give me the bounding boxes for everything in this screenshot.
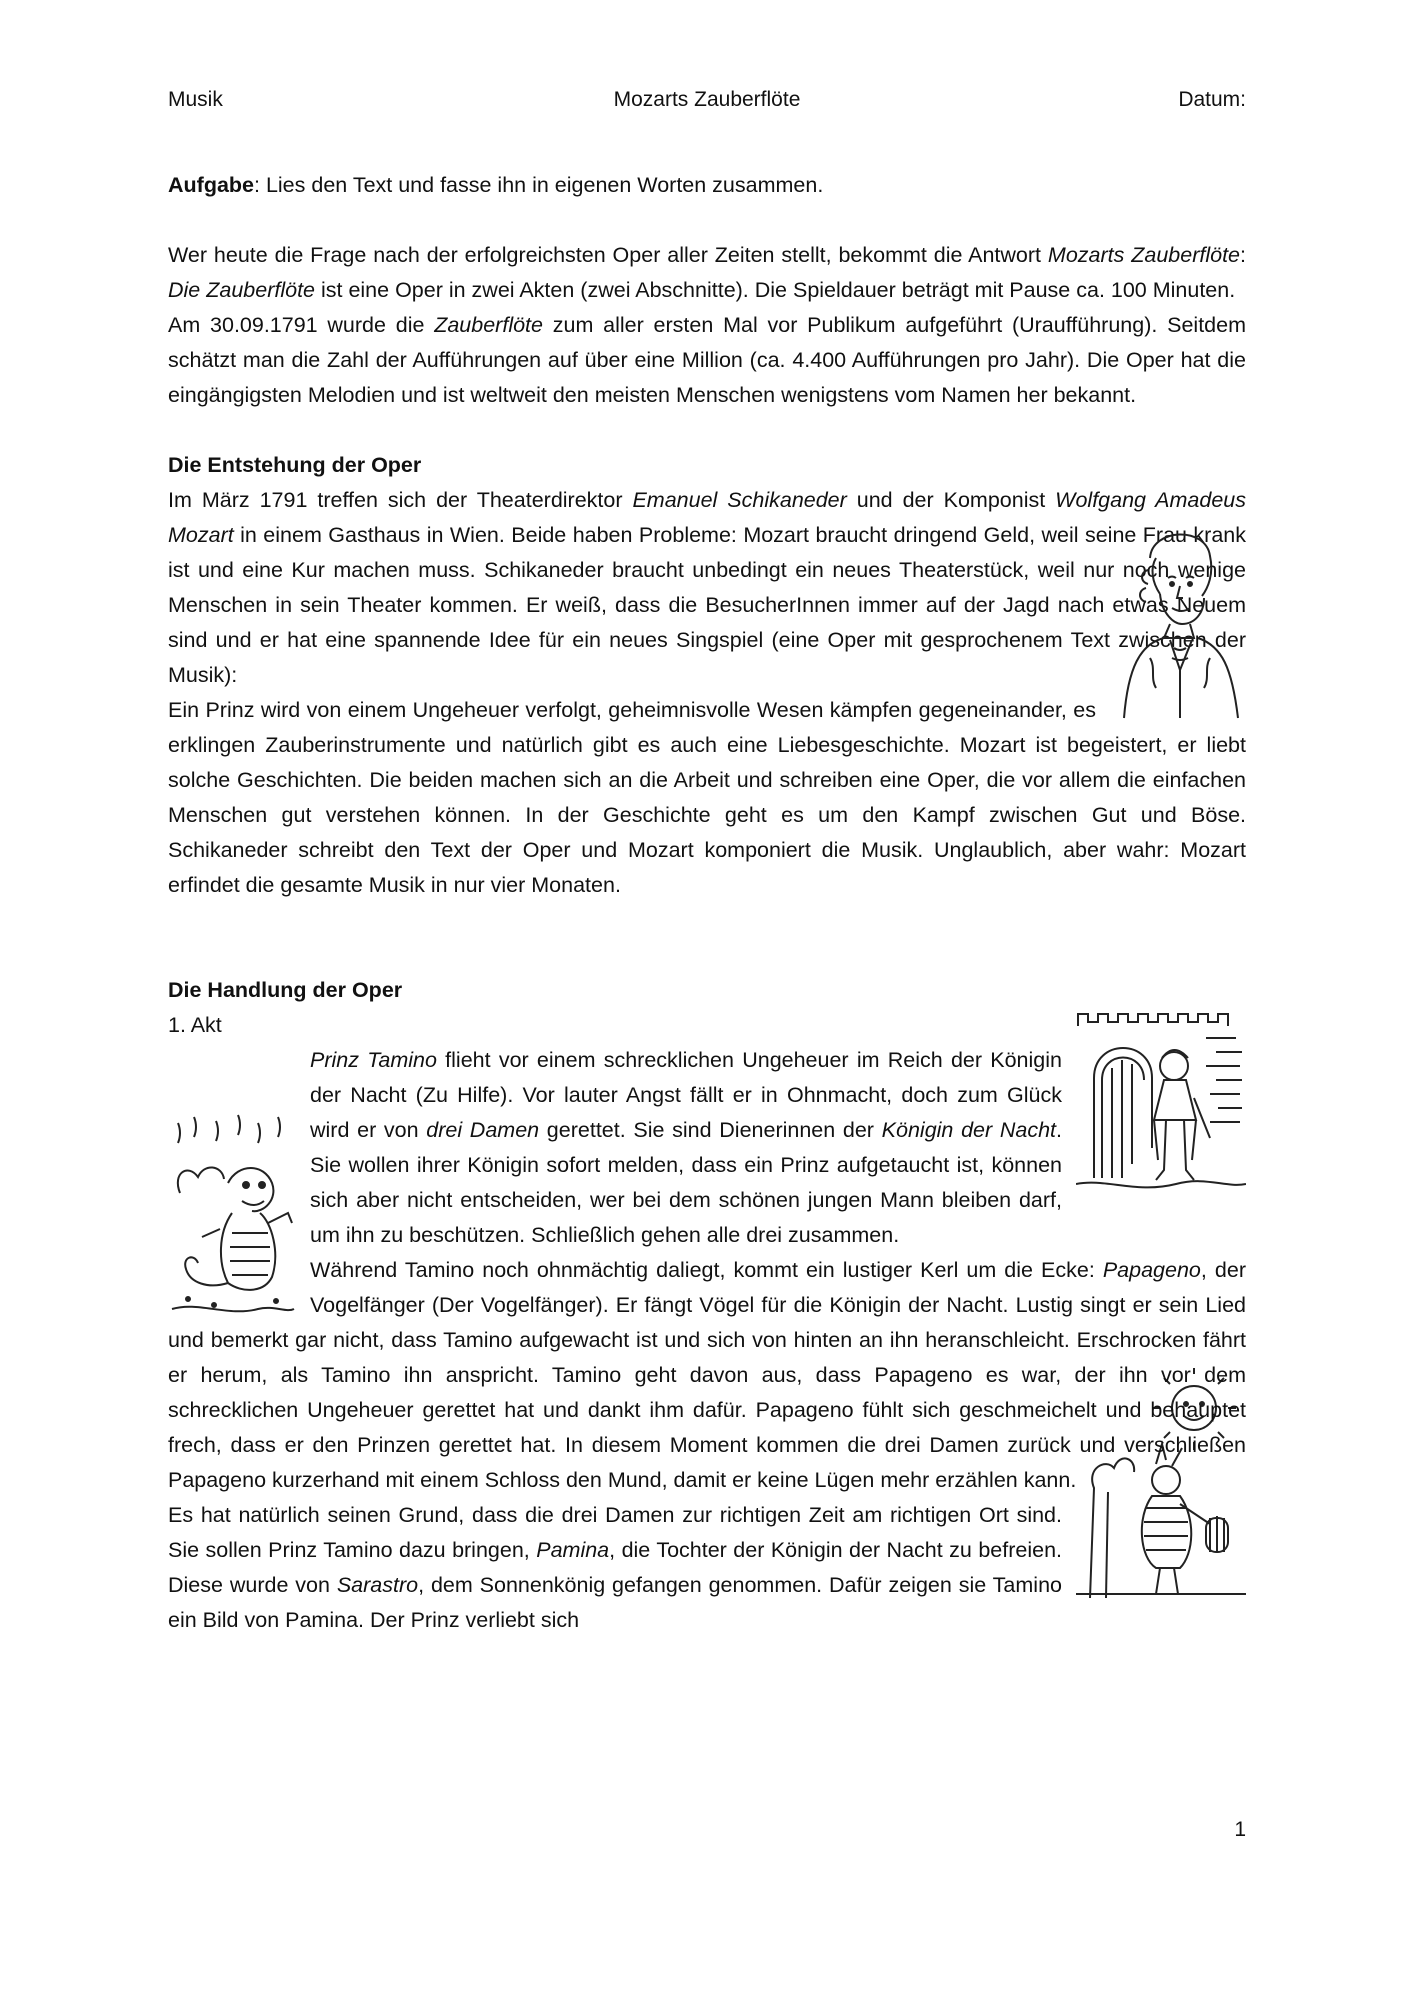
origin-heading: Die Entstehung der Oper — [168, 453, 422, 477]
text-run: Während Tamino noch ohnmächtig daliegt, kommt ein lustiger Kerl um die Ecke: — [310, 1258, 1103, 1282]
text-run: in einem Gasthaus in Wien. Beide haben Probleme: Mozart braucht dringend Geld, weil seine Frau krank ist und eine Kur machen muss. Schikaneder braucht unbedingt ein neues Theaterstück, weil nur noch wenige Menschen in sein Theater kommen. Er weiß, dass die BesucherInnen immer auf der Jagd nach etwas Neuem sind und er hat eine spannende Idee für ein neues Singspiel (eine Oper mit gesprochenem Text zwischen der Musik): — [168, 523, 1246, 687]
italic-run: Zauberflöte — [434, 313, 543, 337]
origin-section — [168, 483, 1246, 693]
document-body — [168, 168, 1246, 1638]
text-run: ist eine Oper in zwei Akten (zwei Abschnitte). Die Spieldauer beträgt mit Pause ca. 100 Minuten. — [315, 278, 1236, 302]
text-run: , dem Sonnenkönig gefangen genommen. Dafür zeigen sie Tamino ein Bild von Pamina. Der Prinz verliebt sich — [168, 1573, 1062, 1632]
header-title: Mozarts Zauberflöte — [613, 88, 801, 111]
act-label: 1. Akt — [168, 1013, 222, 1037]
intro-paragraph-2 — [168, 308, 1246, 413]
task-text: : Lies den Text und fasse ihn in eigenen Worten zusammen. — [254, 173, 824, 197]
text-run: , der Vogelfänger (Der Vogelfänger). Er fängt Vögel für die Königin der Nacht. Lustig singt er sein Lied und bemerkt gar nicht, dass Tamino aufgewacht ist und sich von hinten an ihn heranschleicht. Erschrocken fährt er herum, als Tamino ihn anspricht. Tamino geht davon aus, dass Papageno es war, der ihn vor dem schrecklichen Ungeheuer gerettet hat und dankt ihm dafür. Papageno fühlt sich geschmeichelt und behauptet frech, dass er den Prinzen gerettet hat. In diesem Moment kommen die drei Damen zurück und verschließen Papageno kurzerhand mit einem Schloss den Mund, damit er keine Lügen mehr erzählen kann. — [168, 1258, 1246, 1492]
text-run: , die Tochter der Königin der Nacht zu befreien. Diese wurde von — [168, 1538, 1063, 1597]
text-run: Im März 1791 treffen sich der Theaterdirektor — [168, 488, 633, 512]
italic-run: Papageno — [1102, 1258, 1201, 1282]
italic-run: Prinz Tamino — [310, 1048, 437, 1072]
italic-run: Mozarts Zauberflöte — [1047, 243, 1241, 267]
plot-section — [168, 1008, 1246, 1638]
text-run: und der Komponist — [846, 488, 1056, 512]
text-run: gerettet. Sie sind Dienerinnen der — [539, 1118, 882, 1142]
plot-paragraph-2 — [168, 1253, 1246, 1498]
italic-run: Königin der Nacht — [881, 1118, 1057, 1142]
plot-heading: Die Handlung der Oper — [168, 978, 403, 1002]
italic-run: Pamina — [536, 1538, 610, 1562]
origin-paragraph-story: Ein Prinz wird von einem Ungeheuer verfolgt, geheimnisvolle Wesen kämpfen gegeneinander, es erklingen Zauberinstrumente und natürlich gibt es auch eine Liebesgeschichte. Mozart ist begeistert, er liebt solche Geschichten. Die beiden machen sich an die Arbeit und schreiben eine Oper, die vor allem die einfachen Menschen gut verstehen können. In der Geschichte geht es um den Kampf zwischen Gut und Böse. Schikaneder schreibt den Text der Oper und Mozart komponiert die Musik. Unglaublich, aber wahr: Mozart erfindet die gesamte Musik in nur vier Monaten. — [168, 698, 1246, 897]
task-paragraph — [168, 168, 1246, 203]
mozart-portrait-illustration — [1110, 518, 1246, 728]
page-number: 1 — [1234, 1818, 1246, 1841]
italic-run: Wolfgang Amadeus Mozart — [168, 488, 1246, 547]
italic-run: Sarastro — [336, 1573, 419, 1597]
text-run: : — [1240, 243, 1246, 267]
text-run: zum aller ersten Mal vor Publikum aufgeführt (Uraufführung). Seitdem schätzt man die Zahl der Aufführungen auf über eine Million (ca. 4.400 Aufführungen pro Jahr). Die Oper hat die eingängigsten Melodien und ist weltweit den meisten Menschen wenigstens vom Namen her bekannt. — [168, 313, 1246, 407]
text-run: Wer heute die Frage nach der erfolgreichsten Oper aller Zeiten stellt, bekommt die Antwort — [168, 243, 1048, 267]
italic-run: Die Zauberflöte — [168, 278, 315, 302]
text-run: flieht vor einem schrecklichen Ungeheuer im Reich der Königin der Nacht (Zu Hilfe). Vor lauter Angst fällt er in Ohnmacht, doch zum Glück wird er von — [310, 1048, 1062, 1142]
header-date-label: Datum: — [1178, 88, 1246, 111]
text-run: Es hat natürlich seinen Grund, dass die drei Damen zur richtigen Zeit am richtigen Ort sind. Sie sollen Prinz Tamino dazu bringen, — [168, 1503, 1062, 1562]
origin-paragraph-lead — [168, 483, 1246, 693]
italic-run: drei Damen — [426, 1118, 540, 1142]
origin-continuation — [168, 693, 1246, 903]
italic-run: Emanuel Schikaneder — [632, 488, 847, 512]
header-subject: Musik — [168, 88, 223, 111]
tamino-castle-illustration — [1076, 1008, 1246, 1198]
text-run: . Sie wollen ihrer Königin sofort melden, dass ein Prinz aufgetaucht ist, können sich aber nicht entscheiden, wer bei dem schönen jungen Mann bleiben darf, um ihn zu beschützen. Schließlich gehen alle drei zusammen. — [310, 1118, 1062, 1247]
dragon-illustration — [168, 1113, 296, 1323]
intro-paragraph-1 — [168, 238, 1246, 308]
task-label: Aufgabe — [168, 173, 254, 197]
text-run: Am 30.09.1791 wurde die — [168, 313, 435, 337]
